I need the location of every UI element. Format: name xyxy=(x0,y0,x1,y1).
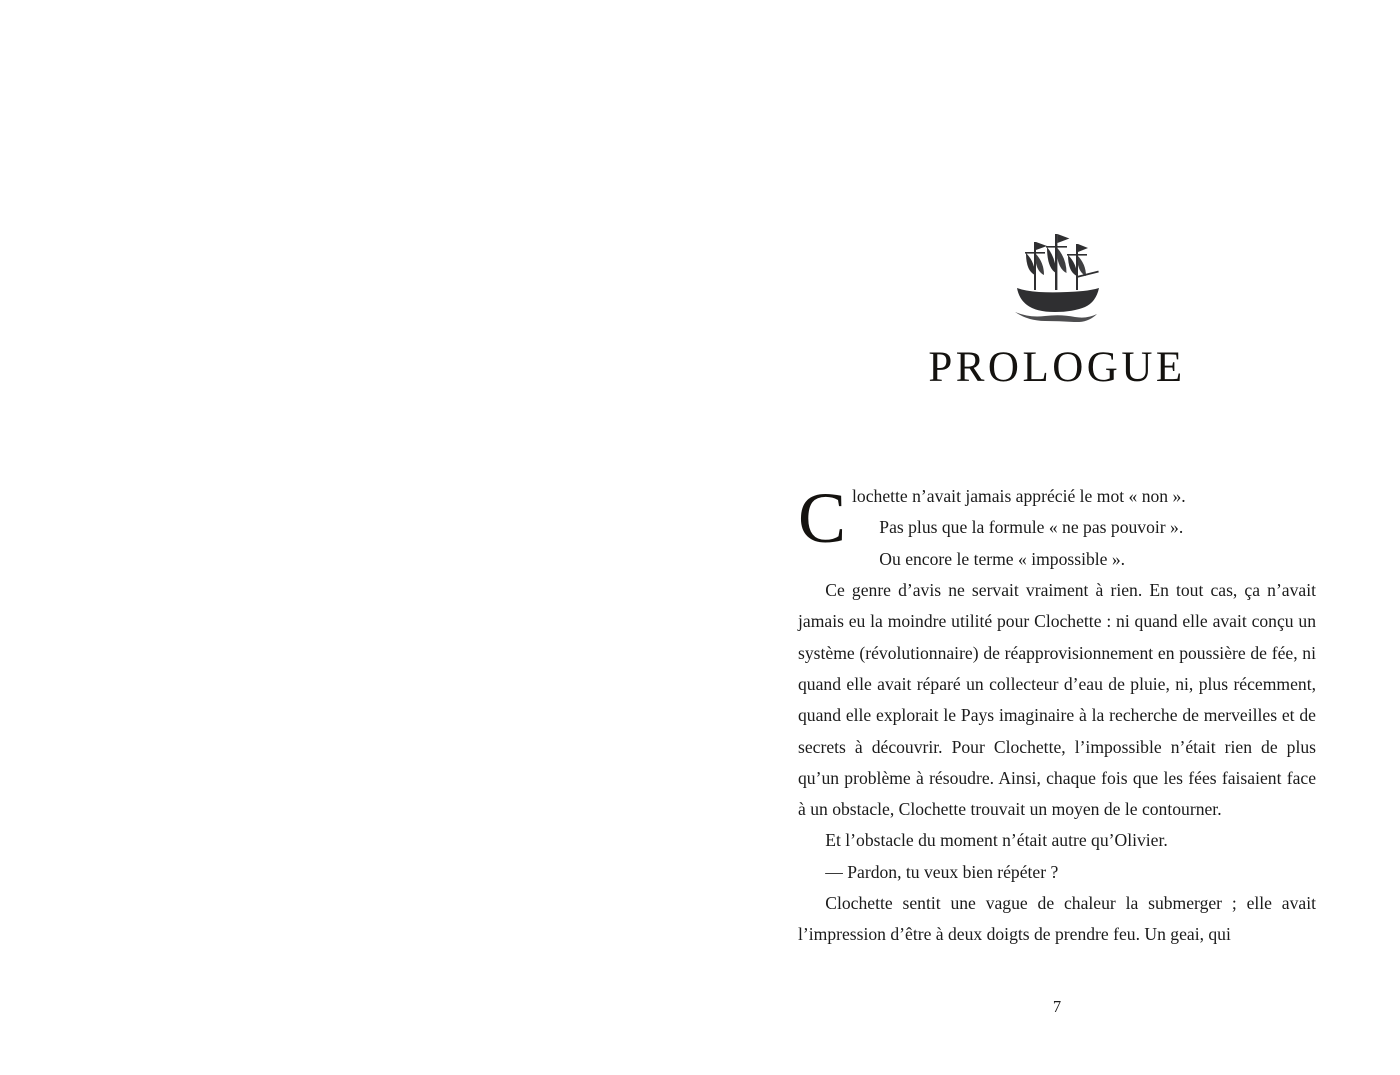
drop-cap: C xyxy=(798,478,847,558)
paragraph-6: — Pardon, tu veux bien répéter ? xyxy=(825,861,1059,882)
paragraph-5: Et l’obstacle du moment n’était autre qu’Olivier. xyxy=(825,830,1168,851)
paragraph-2: Pas plus que la formule « ne pas pouvoir ». xyxy=(879,517,1184,538)
right-page xyxy=(700,0,1400,1075)
page-content xyxy=(798,0,1316,1075)
paragraph-7: Clochette sentit une vague de chaleur la submerger ; elle avait l’impression d’être à deux doigts de prendre feu. Un geai, qui xyxy=(798,893,1316,945)
body-text xyxy=(798,478,1316,951)
pirate-ship-icon xyxy=(798,232,1316,322)
page-number: 7 xyxy=(1052,997,1062,1016)
paragraph-1-text: lochette n’avait jamais apprécié le mot « non ». xyxy=(852,486,1186,506)
paragraph-4: Ce genre d’avis ne servait vraiment à rien. En tout cas, ça n’avait jamais eu la moindre utilité pour Clochette : ni quand elle avait conçu un système (révolutionnaire) de réapprovisionnement en poussière de fée, ni quand elle avait réparé un collecteur d’eau de pluie, ni, plus récemment, quand elle explorait le Pays imaginaire à la recherche de merveilles et de secrets à découvrir. Pour Clochette, l’impossible n’était rien de plus qu’un problème à résoudre. Ainsi, chaque fois que les fées faisaient face à un obstacle, Clochette trouvait un moyen de le contourner. xyxy=(798,579,1316,820)
page-title: PROLOGUE xyxy=(928,344,1186,391)
paragraph-3: Ou encore le terme « impossible ». xyxy=(879,548,1126,569)
